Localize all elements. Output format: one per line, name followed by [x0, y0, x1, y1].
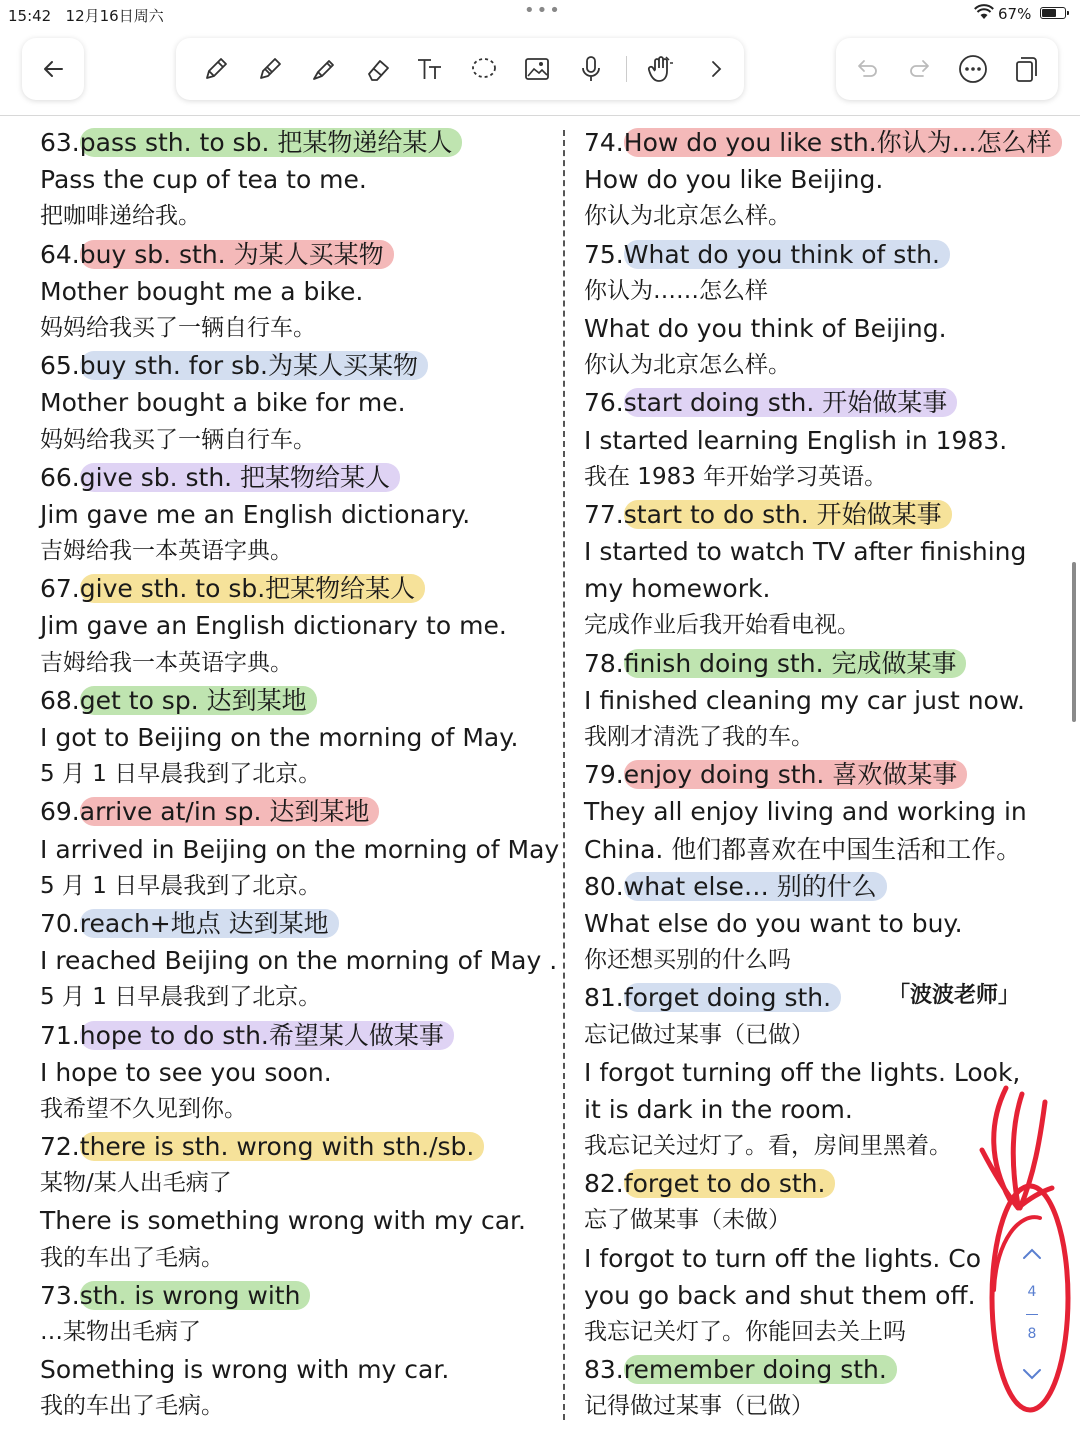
phrase-highlight: give sth. to sb.把某物给某人: [80, 574, 425, 603]
image-icon[interactable]: [519, 51, 555, 87]
example-line: it is dark in the room.: [584, 1094, 853, 1124]
chinese-line: 你认为北京怎么样。: [584, 352, 791, 379]
phrase-number: 73.: [40, 1280, 80, 1310]
text-icon[interactable]: [412, 51, 448, 87]
microphone-icon[interactable]: [573, 51, 609, 87]
example-line: my homework.: [584, 574, 771, 604]
phrase-heading: [40, 1277, 555, 1314]
battery-percent: 67%: [998, 5, 1032, 23]
phrase-number: 67.: [40, 574, 80, 604]
chinese-line: 我希望不久见到你。: [40, 1095, 247, 1122]
phrase-number: 70.: [40, 908, 80, 938]
phrase-highlight: start doing sth. 开始做某事: [624, 388, 958, 417]
phrase-heading: [40, 124, 555, 161]
phrase-highlight: enjoy doing sth. 喜欢做某事: [624, 760, 968, 789]
pencil-icon[interactable]: [198, 51, 234, 87]
phrase-highlight: give sb. sth. 把某物给某人: [80, 463, 400, 492]
example-line: I started learning English in 1983.: [584, 425, 1008, 455]
phrase-heading: [40, 1128, 555, 1165]
phrase-number: 76.: [584, 388, 624, 418]
phrase-highlight: How do you like sth.你认为…怎么样: [624, 128, 1062, 157]
phrase-heading: [584, 496, 1074, 533]
example-line: What do you think of Beijing.: [584, 313, 947, 343]
chinese-line: 某物/某人出毛病了: [40, 1170, 232, 1197]
example-line: How do you like Beijing.: [584, 165, 884, 195]
back-button[interactable]: [22, 38, 84, 100]
phrase-highlight: what else… 别的什么: [624, 872, 887, 901]
chinese-line: 吉姆给我一本英语字典。: [40, 538, 293, 565]
example-line: Pass the cup of tea to me.: [40, 165, 367, 195]
chinese-line: 我的车出了毛病。: [40, 1393, 224, 1420]
phrase-heading: [584, 645, 1074, 682]
phrase-heading: [584, 236, 1074, 273]
phrase-heading: [40, 570, 555, 607]
phrase-heading: [584, 756, 1074, 793]
back-arrow-icon[interactable]: [35, 51, 71, 87]
phrase-heading: [40, 682, 555, 719]
phrase-heading: [584, 868, 1074, 905]
right-toolbar: [836, 38, 1058, 100]
phrase-number: 68.: [40, 685, 80, 715]
pen-icon[interactable]: [252, 51, 288, 87]
example-line: They all enjoy living and working in: [584, 797, 1027, 827]
multitask-dots[interactable]: •••: [524, 0, 562, 21]
lasso-icon[interactable]: [466, 51, 502, 87]
chevron-down-icon[interactable]: [1020, 1366, 1044, 1382]
chinese-line: 我在 1983 年开始学习英语。: [584, 463, 888, 490]
phrase-number: 69.: [40, 797, 80, 827]
chinese-line: 妈妈给我买了一辆自行车。: [40, 426, 316, 453]
chinese-line: 你认为……怎么样: [584, 277, 768, 304]
example-line: Mother bought a bike for me.: [40, 388, 406, 418]
phrase-heading: [40, 905, 555, 942]
phrase-number: 65.: [40, 351, 80, 381]
example-line: I finished cleaning my car just now.: [584, 685, 1025, 715]
chinese-line: 5 月 1 日早晨我到了北京。: [40, 984, 322, 1011]
chinese-line: 5 月 1 日早晨我到了北京。: [40, 872, 322, 899]
chevron-up-icon[interactable]: [1020, 1246, 1044, 1262]
chinese-line: 5 月 1 日早晨我到了北京。: [40, 761, 322, 788]
chinese-line: 你认为北京怎么样。: [584, 203, 791, 230]
example-line: Something is wrong with my car.: [40, 1355, 450, 1385]
example-line: There is something wrong with my car.: [40, 1206, 526, 1236]
note-right-column[interactable]: [584, 124, 1074, 1426]
phrase-number: 64.: [40, 239, 80, 269]
phrase-highlight: arrive at/in sp. 达到某地: [80, 797, 380, 826]
phrase-heading: [40, 347, 555, 384]
phrase-heading: [584, 1351, 1074, 1388]
eraser-icon[interactable]: [359, 51, 395, 87]
phrase-number: 63.: [40, 128, 80, 157]
hand-icon[interactable]: [642, 51, 678, 87]
scrollbar[interactable]: [1072, 562, 1076, 722]
chinese-line: 妈妈给我买了一辆自行车。: [40, 314, 316, 341]
drawing-toolbar: [176, 38, 744, 100]
column-divider: [563, 130, 565, 1420]
chinese-line: 记得做过某事（已做）: [584, 1393, 814, 1420]
chinese-line: …某物出毛病了: [40, 1319, 201, 1345]
example-line: I forgot to turn off the lights. Co: [584, 1243, 982, 1273]
marker-icon[interactable]: [306, 51, 342, 87]
example-line: What else do you want to buy.: [584, 908, 963, 938]
phrase-highlight: forget doing sth.: [624, 983, 841, 1012]
status-bar: [0, 0, 1080, 28]
phrase-highlight: forget to do sth.: [624, 1169, 836, 1198]
example-line: China. 他们都喜欢在中国生活和工作。: [584, 834, 1022, 864]
battery-icon: [1040, 7, 1066, 19]
phrase-highlight: sth. is wrong with: [80, 1281, 311, 1310]
chinese-line: 忘记做过某事（已做）: [584, 1021, 814, 1048]
phrase-highlight: there is sth. wrong with sth./sb.: [80, 1132, 485, 1161]
example-line: Jim gave an English dictionary to me.: [40, 611, 507, 641]
phrase-number: 66.: [40, 462, 80, 492]
phrase-number: 74.: [584, 128, 624, 157]
phrase-heading: [40, 793, 555, 830]
phrase-highlight: pass sth. to sb. 把某物递给某人: [80, 128, 463, 157]
phrase-number: 77.: [584, 499, 624, 529]
phrase-number: 80.: [584, 871, 624, 901]
phrase-highlight: buy sb. sth. 为某人买某物: [80, 240, 394, 269]
chinese-line: 吉姆给我一本英语字典。: [40, 649, 293, 676]
phrase-heading: [40, 1017, 555, 1054]
example-line: I got to Beijing on the morning of May.: [40, 723, 519, 752]
redo-icon[interactable]: [902, 51, 938, 87]
phrase-number: 72.: [40, 1132, 80, 1162]
note-left-column[interactable]: [40, 124, 560, 1426]
chinese-line: 我忘记关过灯了。看，房间里黑着。: [584, 1133, 952, 1160]
phrase-number: 81.: [584, 983, 624, 1013]
phrase-number: 82.: [584, 1169, 624, 1199]
undo-icon[interactable]: [849, 51, 885, 87]
example-line: Mother bought me a bike.: [40, 276, 364, 306]
toolbar-divider: [0, 115, 1080, 116]
chinese-line: 我刚才清洗了我的车。: [584, 724, 814, 750]
phrase-highlight: finish doing sth. 完成做某事: [624, 649, 967, 678]
phrase-heading: [40, 236, 555, 273]
wifi-icon: [974, 4, 994, 20]
phrase-highlight: start to do sth. 开始做某事: [624, 500, 952, 529]
example-line: I started to watch TV after finishing: [584, 537, 1027, 567]
more-icon[interactable]: [955, 51, 991, 87]
phrase-number: 79.: [584, 760, 624, 790]
current-page: 4: [1027, 1284, 1037, 1300]
example-line: I arrived in Beijing on the morning of May: [40, 834, 560, 864]
total-pages: 8: [1027, 1326, 1037, 1342]
chinese-line: 把咖啡递给我。: [40, 203, 201, 230]
chinese-line: 我的车出了毛病。: [40, 1244, 224, 1271]
phrase-number: 78.: [584, 648, 624, 678]
pages-icon[interactable]: [1008, 51, 1044, 87]
chinese-line: 我忘记关灯了。你能回去关上吗: [584, 1319, 906, 1345]
phrase-highlight: hope to do sth.希望某人做某事: [80, 1021, 454, 1050]
phrase-heading: [584, 1165, 1074, 1202]
phrase-heading: [40, 459, 555, 496]
chinese-line: 完成作业后我开始看电视。: [584, 612, 860, 639]
phrase-highlight: get to sp. 达到某地: [80, 686, 317, 715]
phrase-heading: [584, 124, 1074, 161]
phrase-highlight: buy sth. for sb.为某人买某物: [80, 351, 428, 380]
chinese-line: 忘了做某事（未做）: [584, 1207, 791, 1234]
phrase-number: 83.: [584, 1355, 624, 1385]
phrase-highlight: reach+地点 达到某地: [80, 909, 339, 938]
example-line: you go back and shut them off.: [584, 1280, 976, 1310]
page-navigator: [1016, 1240, 1048, 1390]
phrase-number: 75.: [584, 239, 624, 269]
example-line: I hope to see you soon.: [40, 1057, 332, 1087]
phrase-heading: [584, 384, 1074, 421]
author-stamp: 「波波老师」: [888, 983, 1021, 1008]
example-line: Jim gave me an English dictionary.: [40, 499, 471, 529]
phrase-highlight: remember doing sth.: [624, 1355, 897, 1384]
chevron-right-icon[interactable]: [698, 51, 734, 87]
example-line: I reached Beijing on the morning of May .: [40, 946, 558, 976]
phrase-highlight: What do you think of sth.: [624, 240, 950, 269]
example-line: I forgot turning off the lights. Look,: [584, 1057, 1021, 1087]
chinese-line: 你还想买别的什么吗: [584, 947, 791, 974]
status-time: 15:42 12月16日周六: [8, 7, 164, 25]
phrase-number: 71.: [40, 1020, 80, 1050]
